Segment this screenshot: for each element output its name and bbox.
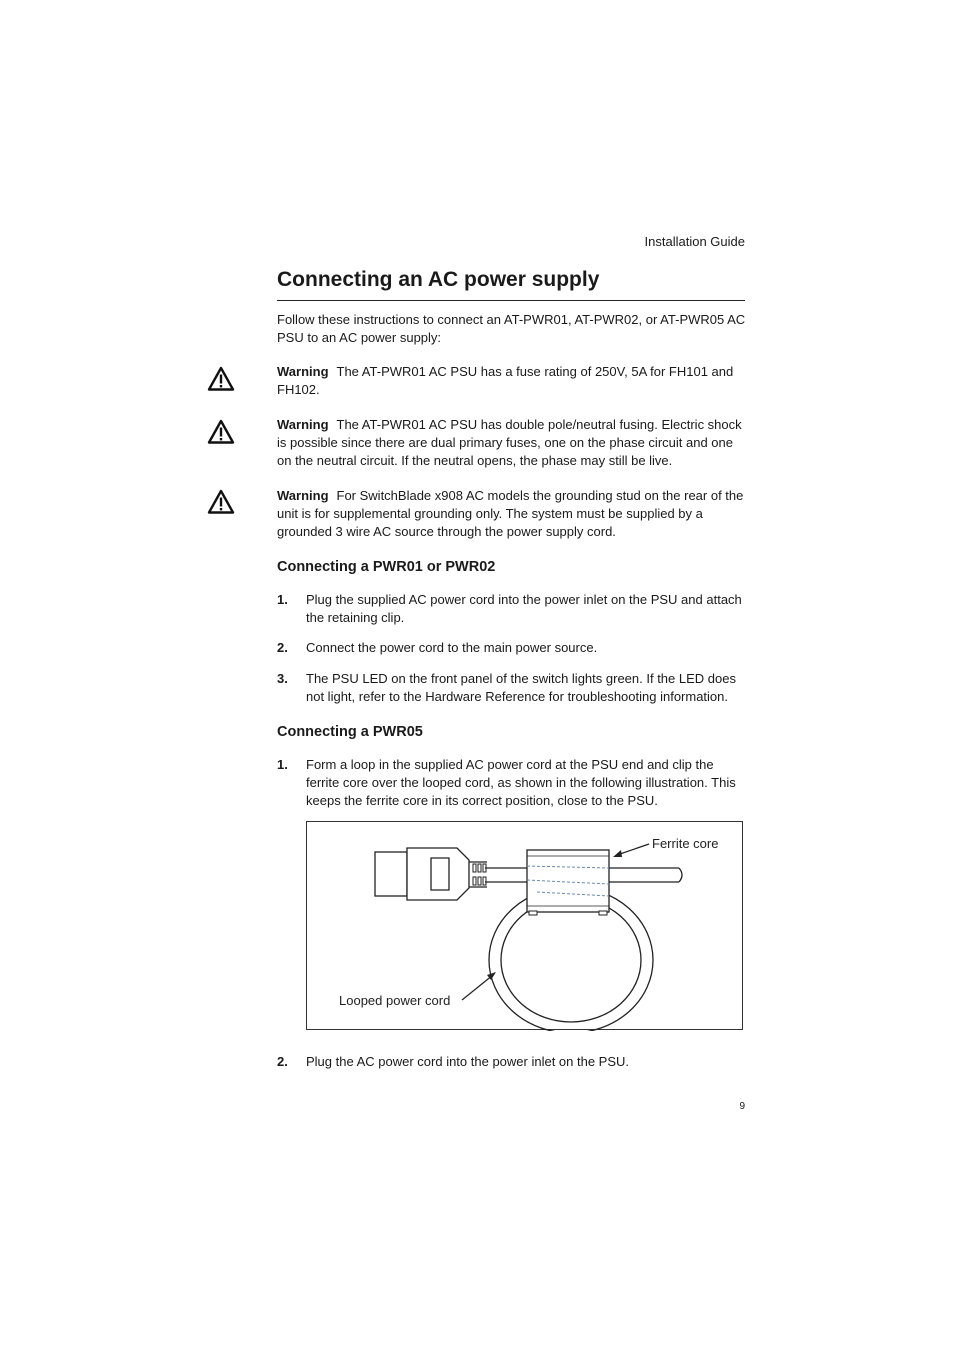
step-item — [277, 639, 747, 657]
step-number: 3. — [277, 671, 288, 686]
step-number: 2. — [277, 1054, 288, 1069]
section-heading-pwr01-pwr02: Connecting a PWR01 or PWR02 — [277, 559, 496, 575]
warning-label: Warning — [277, 488, 329, 503]
step-number: 1. — [277, 592, 288, 607]
page-number: 9 — [739, 1101, 745, 1112]
cord-loop-inner — [501, 898, 641, 1022]
section-heading-pwr05: Connecting a PWR05 — [277, 724, 423, 740]
warning-text: For SwitchBlade x908 AC models the grounding stud on the rear of the unit is for supplemental grounding only. The system must be supplied by a grounded 3 wire AC source through the power supply cord. — [277, 488, 744, 539]
warning-note-3 — [277, 487, 747, 541]
step-item — [277, 756, 747, 810]
intro-paragraph: Follow these instructions to connect an AT-PWR01, AT-PWR02, or AT-PWR05 AC PSU to an AC power supply: — [277, 312, 746, 345]
step-number: 2. — [277, 640, 288, 655]
warning-note-1 — [277, 363, 747, 399]
looped-cord-label: Looped power cord — [339, 993, 451, 1008]
step-text: Plug the AC power cord into the power inlet on the PSU. — [306, 1054, 630, 1069]
step-item — [277, 670, 747, 706]
warning-note-2 — [277, 416, 747, 470]
plug-front — [375, 852, 407, 896]
ferrite-callout-arrow — [617, 844, 649, 855]
warning-text: The AT-PWR01 AC PSU has double pole/neutral fusing. Electric shock is possible since there are dual primary fuses, one on the phase circuit and one on the neutral circuit. If the neutral opens, the phase may still be live. — [277, 417, 742, 468]
ferrite-core-label: Ferrite core — [652, 836, 719, 851]
warning-label: Warning — [277, 417, 329, 432]
plug-body — [407, 848, 469, 900]
warning-triangle-icon — [207, 366, 235, 392]
step-text: Plug the supplied AC power cord into the power inlet on the PSU and attach the retaining clip. — [306, 592, 742, 625]
page-title: Connecting an AC power supply — [277, 268, 600, 291]
ferrite-core-illustration — [306, 821, 743, 1030]
step-item — [277, 591, 747, 627]
warning-triangle-icon — [207, 489, 235, 515]
warning-label: Warning — [277, 364, 329, 379]
cord-end — [679, 868, 682, 882]
warning-text: The AT-PWR01 AC PSU has a fuse rating of 250V, 5A for FH101 and FH102. — [277, 364, 734, 397]
title-rule — [277, 300, 745, 301]
step-text: Form a loop in the supplied AC power cord at the PSU end and clip the ferrite core over the looped cord, as shown in the following illustration. This keeps the ferrite core in its correct position, close to the PSU. — [306, 757, 736, 808]
step-item — [277, 1053, 747, 1071]
loop-callout-arrow — [462, 975, 493, 1000]
running-head: Installation Guide — [644, 234, 745, 249]
warning-triangle-icon — [207, 419, 235, 445]
step-number: 1. — [277, 757, 288, 772]
step-text: Connect the power cord to the main power source. — [306, 640, 598, 655]
step-text: The PSU LED on the front panel of the switch lights green. If the LED does not light, refer to the Hardware Reference for troubleshooting information. — [306, 671, 736, 704]
